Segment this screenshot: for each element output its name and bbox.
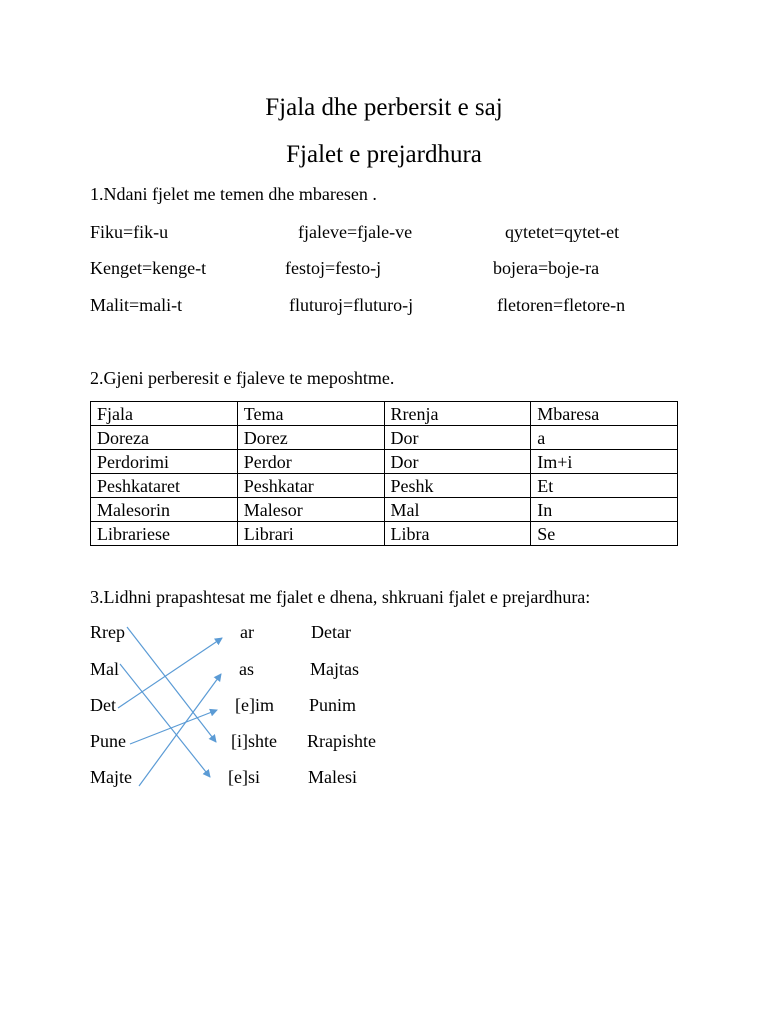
base-word: Rrep: [90, 622, 125, 642]
ex1-word: Kenget=kenge-t: [90, 258, 207, 278]
table-cell: a: [531, 426, 678, 450]
suffix: [e]im: [235, 695, 274, 715]
table-cell: Malesorin: [91, 498, 238, 522]
ex1-word: fletoren=fletore-n: [497, 295, 626, 315]
derived-word: Rrapishte: [307, 731, 376, 751]
derived-word: Majtas: [310, 659, 359, 679]
table-cell: Perdor: [237, 450, 384, 474]
table-cell: Perdorimi: [91, 450, 238, 474]
table-cell: Dor: [384, 450, 531, 474]
table-cell: Peshkatar: [237, 474, 384, 498]
table-cell: Se: [531, 522, 678, 546]
ex1-word: Malit=mali-t: [90, 295, 183, 315]
table-cell: In: [531, 498, 678, 522]
table-cell: Peshkataret: [91, 474, 238, 498]
table-cell: Librari: [237, 522, 384, 546]
base-word: Pune: [90, 731, 126, 751]
ex1-word: bojera=boje-ra: [493, 258, 600, 278]
ex1-word: festoj=festo-j: [285, 258, 382, 278]
table-cell: Doreza: [91, 426, 238, 450]
arrow-det-ar: [118, 638, 222, 708]
arrow-majte-as: [139, 674, 221, 786]
page-subtitle: Fjalet e prejardhura: [286, 141, 482, 168]
base-word: Mal: [90, 659, 119, 679]
exercise-2-heading: 2.Gjeni perberesit e fjaleve te meposhtme.: [90, 368, 395, 388]
table-cell: Im+i: [531, 450, 678, 474]
table-cell: Dor: [384, 426, 531, 450]
suffix: [i]shte: [231, 731, 277, 751]
base-word: Majte: [90, 767, 132, 787]
table-header-cell: Fjala: [91, 402, 238, 426]
table-header-cell: Mbaresa: [531, 402, 678, 426]
derived-word: Malesi: [308, 767, 357, 787]
ex1-word: fluturoj=fluturo-j: [289, 295, 414, 315]
base-word: Det: [90, 695, 116, 715]
arrow-mal-esi: [120, 664, 210, 777]
exercise-3-heading: 3.Lidhni prapashtesat me fjalet e dhena, shkruani fjalet e prejardhura:: [90, 587, 591, 607]
table-cell: Dorez: [237, 426, 384, 450]
ex1-word: qytetet=qytet-et: [505, 222, 620, 242]
table-header-cell: Tema: [237, 402, 384, 426]
table-cell: Malesor: [237, 498, 384, 522]
table-cell: Librariese: [91, 522, 238, 546]
table-cell: Libra: [384, 522, 531, 546]
arrow-rrep-ishte: [127, 627, 216, 742]
ex1-word: Fiku=fik-u: [90, 222, 169, 242]
exercise-1-heading: 1.Ndani fjelet me temen dhe mbaresen .: [90, 184, 377, 204]
ex1-word: fjaleve=fjale-ve: [298, 222, 413, 242]
suffix: ar: [240, 622, 254, 642]
derived-word: Punim: [309, 695, 357, 715]
page-title: Fjala dhe perbersit e saj: [265, 94, 503, 121]
table-cell: Peshk: [384, 474, 531, 498]
table-cell: Et: [531, 474, 678, 498]
suffix: as: [239, 659, 254, 679]
derived-word: Detar: [311, 622, 351, 642]
table-cell: Mal: [384, 498, 531, 522]
table-header-cell: Rrenja: [384, 402, 531, 426]
suffix: [e]si: [228, 767, 260, 787]
